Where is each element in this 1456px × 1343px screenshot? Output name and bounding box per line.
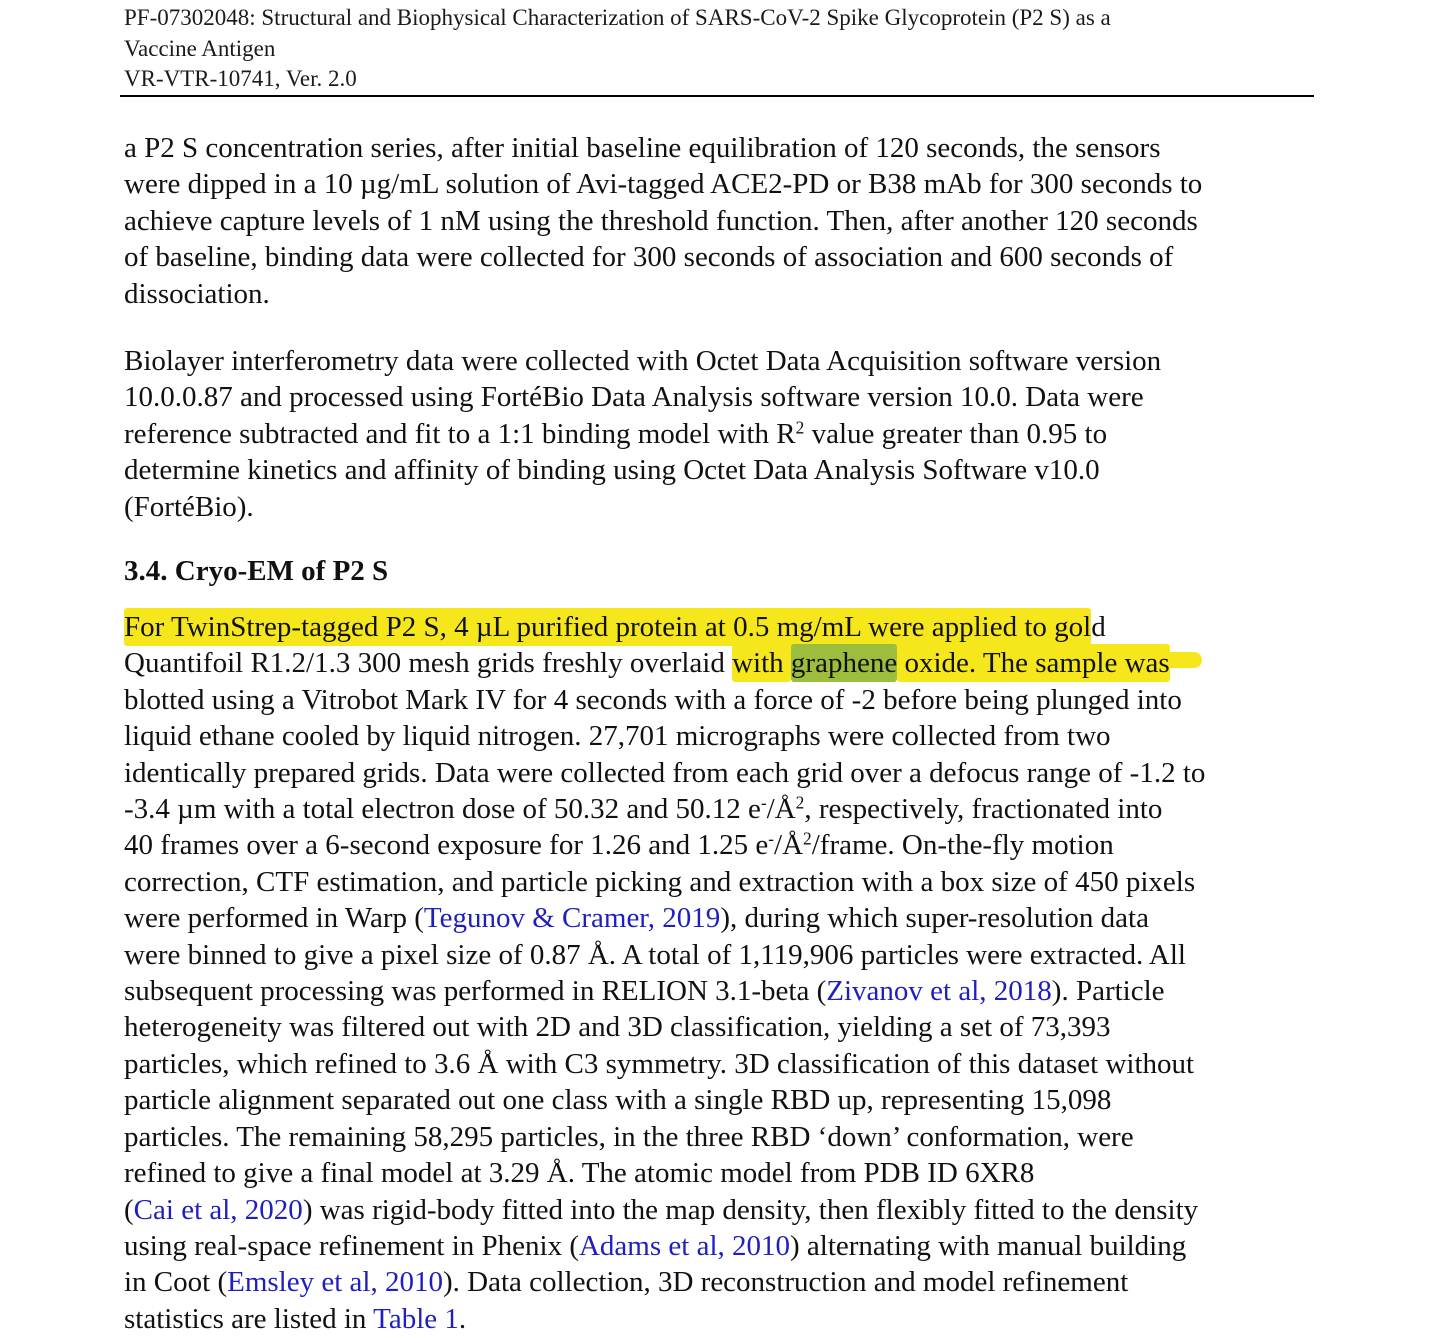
text-line: liquid ethane cooled by liquid nitrogen. 27,701 micrographs were collected from two xyxy=(124,720,1111,753)
text-line: subsequent processing was performed in RELION 3.1-beta (Zivanov et al, 2018). Particle xyxy=(124,975,1165,1008)
text-line: For TwinStrep-tagged P2 S, 4 µL purified protein at 0.5 mg/mL were applied to gold xyxy=(124,611,1106,643)
text-line: statistics are listed in Table 1. xyxy=(124,1302,467,1335)
highlight-stroke xyxy=(1170,652,1202,668)
paragraph-bli-method xyxy=(124,130,1334,312)
text-line: were dipped in a 10 µg/mL solution of Avi-tagged ACE2-PD or B38 mAb for 300 seconds to xyxy=(124,168,1203,201)
superscript: 2 xyxy=(795,417,805,438)
text-line: Biolayer interferometry data were collected with Octet Data Acquisition software version xyxy=(124,345,1162,377)
text-line: were performed in Warp (Tegunov & Cramer, 2019), during which super-resolution data xyxy=(124,902,1149,935)
table-1-link[interactable]: Table 1 xyxy=(373,1302,459,1335)
text-line: of baseline, binding data were collected for 300 seconds of association and 600 seconds of xyxy=(124,241,1174,274)
citation-link-zivanov[interactable]: Zivanov et al, 2018 xyxy=(826,975,1052,1008)
text-line: heterogeneity was filtered out with 2D and 3D classification, yielding a set of 73,393 xyxy=(124,1011,1111,1044)
text-line: a P2 S concentration series, after initial baseline equilibration of 120 seconds, the sensors xyxy=(124,132,1161,164)
text-line: determine kinetics and affinity of binding using Octet Data Analysis Software v10.0 xyxy=(124,454,1100,487)
header-divider xyxy=(120,95,1314,97)
header-doc-id: VR-VTR-10741, Ver. 2.0 xyxy=(124,66,357,91)
text-line: refined to give a final model at 3.29 Å. The atomic model from PDB ID 6XR8 xyxy=(124,1157,1035,1190)
text-line: particles, which refined to 3.6 Å with C3 symmetry. 3D classification of this dataset without xyxy=(124,1047,1195,1080)
paragraph-cryo-em xyxy=(124,609,1334,1337)
highlighted-text: For TwinStrep-tagged P2 S, 4 µL purified protein at 0.5 mg/mL were applied to gol xyxy=(124,611,1092,643)
text-line: -3.4 µm with a total electron dose of 50.32 and 50.12 $e^-/Å^2$, respectively, fractionated into xyxy=(124,792,1163,826)
text-line: dissociation. xyxy=(124,277,270,310)
text-line: using real-space refinement in Phenix (Adams et al, 2010) alternating with manual building xyxy=(124,1229,1187,1262)
section-heading: 3.4. Cryo-EM of P2 S xyxy=(124,555,389,587)
text-line: reference subtracted and fit to a 1:1 binding model with $R^2$ value greater than 0.95 to xyxy=(124,417,1108,450)
selected-text: graphene xyxy=(790,647,898,680)
citation-link-cai[interactable]: Cai et al, 2020 xyxy=(133,1193,303,1226)
text-line: correction, CTF estimation, and particle picking and extraction with a box size of 450 pixels xyxy=(124,865,1196,898)
text-line: particle alignment separated out one class with a single RBD up, representing 15,098 xyxy=(124,1084,1112,1117)
header-title-line1: PF-07302048: Structural and Biophysical Characterization of SARS-CoV-2 Spike Glycoprotein (P2 S) as a xyxy=(124,5,1111,30)
highlighted-text: with xyxy=(732,647,791,680)
text-line: blotted using a Vitrobot Mark IV for 4 seconds with a force of -2 before being plunged into xyxy=(124,683,1182,716)
citation-link-emsley[interactable]: Emsley et al, 2010 xyxy=(227,1266,443,1299)
text-line: (Cai et al, 2020) was rigid-body fitted into the map density, then flexibly fitted to the density xyxy=(124,1193,1199,1226)
text-line: were binned to give a pixel size of 0.87 Å. A total of 1,119,906 particles were extracted. All xyxy=(124,938,1186,971)
text-line: (FortéBio). xyxy=(124,490,254,523)
citation-link-tegunov[interactable]: Tegunov & Cramer, 2019 xyxy=(423,902,721,935)
header-title-line2: Vaccine Antigen xyxy=(124,35,276,61)
text-line: achieve capture levels of 1 nM using the threshold function. Then, after another 120 seconds xyxy=(124,204,1198,237)
paragraph-bli-analysis xyxy=(124,343,1334,525)
highlighted-text: oxide. The sample was xyxy=(897,647,1170,680)
page-header xyxy=(124,3,1312,95)
citation-link-adams[interactable]: Adams et al, 2010 xyxy=(578,1229,790,1262)
text-line: 10.0.0.87 and processed using FortéBio Data Analysis software version 10.0. Data were xyxy=(124,381,1144,414)
text-line: in Coot (Emsley et al, 2010). Data collection, 3D reconstruction and model refinement xyxy=(124,1266,1129,1299)
text-line: particles. The remaining 58,295 particles, in the three RBD ‘down’ conformation, were xyxy=(124,1120,1134,1153)
text-line: Quantifoil R1.2/1.3 300 mesh grids freshly overlaid with graphene oxide. The sample was xyxy=(124,645,1334,681)
text-line: 40 frames over a 6-second exposure for 1.26 and 1.25 $e^-/Å^2$/frame. On-the-fly motion xyxy=(124,828,1114,862)
text-line: identically prepared grids. Data were collected from each grid over a defocus range of -1.2 to xyxy=(124,756,1206,789)
